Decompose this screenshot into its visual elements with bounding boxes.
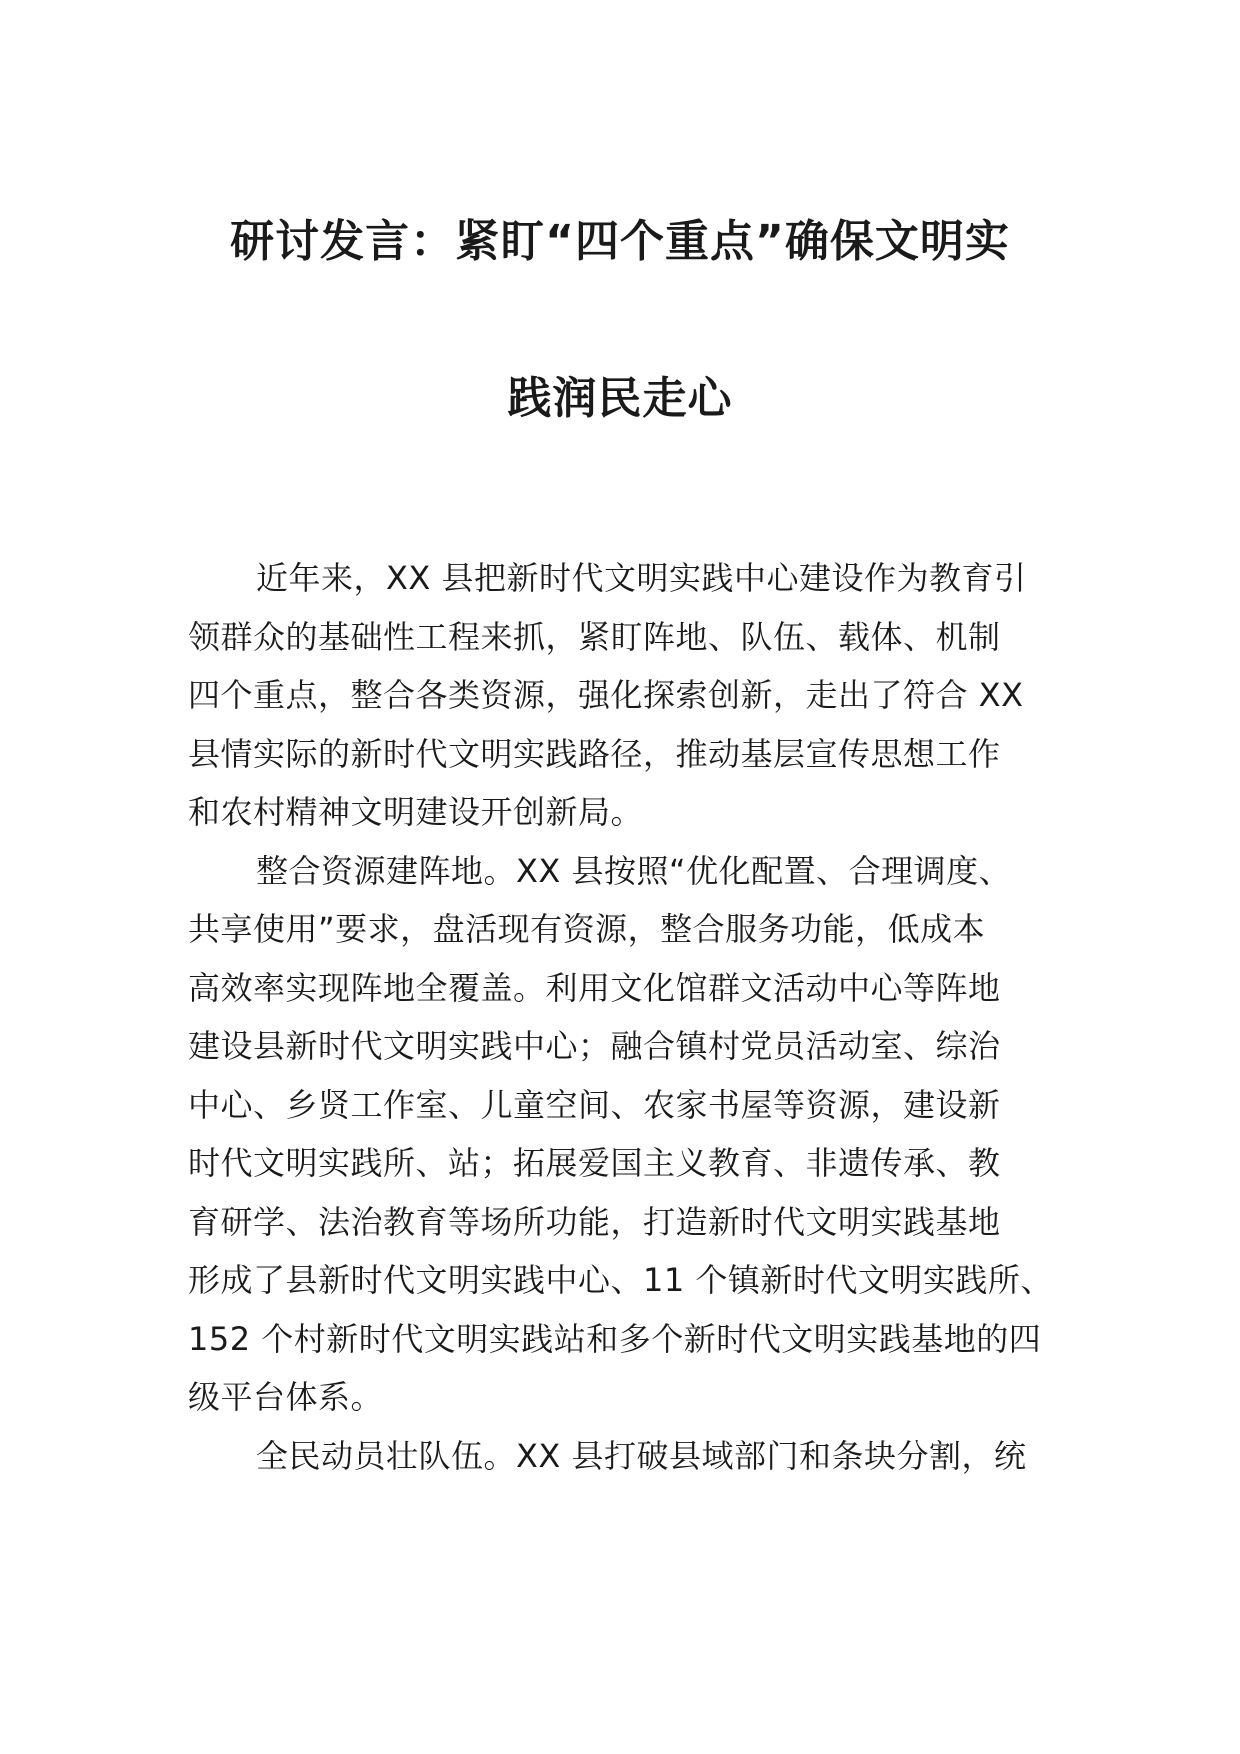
paragraph-1-line-5: 和农村精神文明建设开创新局。 [188,793,644,831]
paragraph-2-line-6: 时代文明实践所、站；拓展爱国主义教育、非遗传承、教 [188,1144,1001,1182]
paragraph-2-line-7: 育研学、法治教育等场所功能，打造新时代文明实践基地 [188,1203,1001,1241]
paragraph-2-line-1: 整合资源建阵地。XX 县按照“优化配置、合理调度、 [256,852,1012,890]
paragraph-2-line-3: 高效率实现阵地全覆盖。利用文化馆群文活动中心等阵地 [188,969,1001,1007]
paragraph-1-line-3: 四个重点，整合各类资源，强化探索创新，走出了符合 XX [188,676,1024,714]
paragraph-2-line-2: 共享使用”要求，盘活现有资源，整合服务功能，低成本 [188,910,986,948]
paragraph-2-line-10: 级平台体系。 [188,1378,384,1416]
title-line-2: 践润民走心 [507,373,733,424]
paragraph-2-line-5: 中心、乡贤工作室、儿童空间、农家书屋等资源，建设新 [188,1086,1001,1124]
paragraph-3-line-1: 全民动员壮队伍。XX 县打破县域部门和条块分割，统 [256,1437,1027,1475]
paragraph-1-line-1: 近年来，XX 县把新时代文明实践中心建设作为教育引 [256,559,1027,597]
paragraph-1-line-4: 县情实际的新时代文明实践路径，推动基层宣传思想工作 [188,735,1001,773]
paragraph-2-line-9: 152 个村新时代文明实践站和多个新时代文明实践基地的四 [188,1320,1042,1358]
paragraph-2-line-8: 形成了县新时代文明实践中心、11 个镇新时代文明实践所、 [188,1261,1053,1299]
paragraph-2-line-4: 建设县新时代文明实践中心；融合镇村党员活动室、综治 [188,1027,1001,1065]
paragraph-1-line-2: 领群众的基础性工程来抓，紧盯阵地、队伍、载体、机制 [188,618,1001,656]
title-line-1: 研讨发言：紧盯“四个重点”确保文明实 [230,216,1010,267]
